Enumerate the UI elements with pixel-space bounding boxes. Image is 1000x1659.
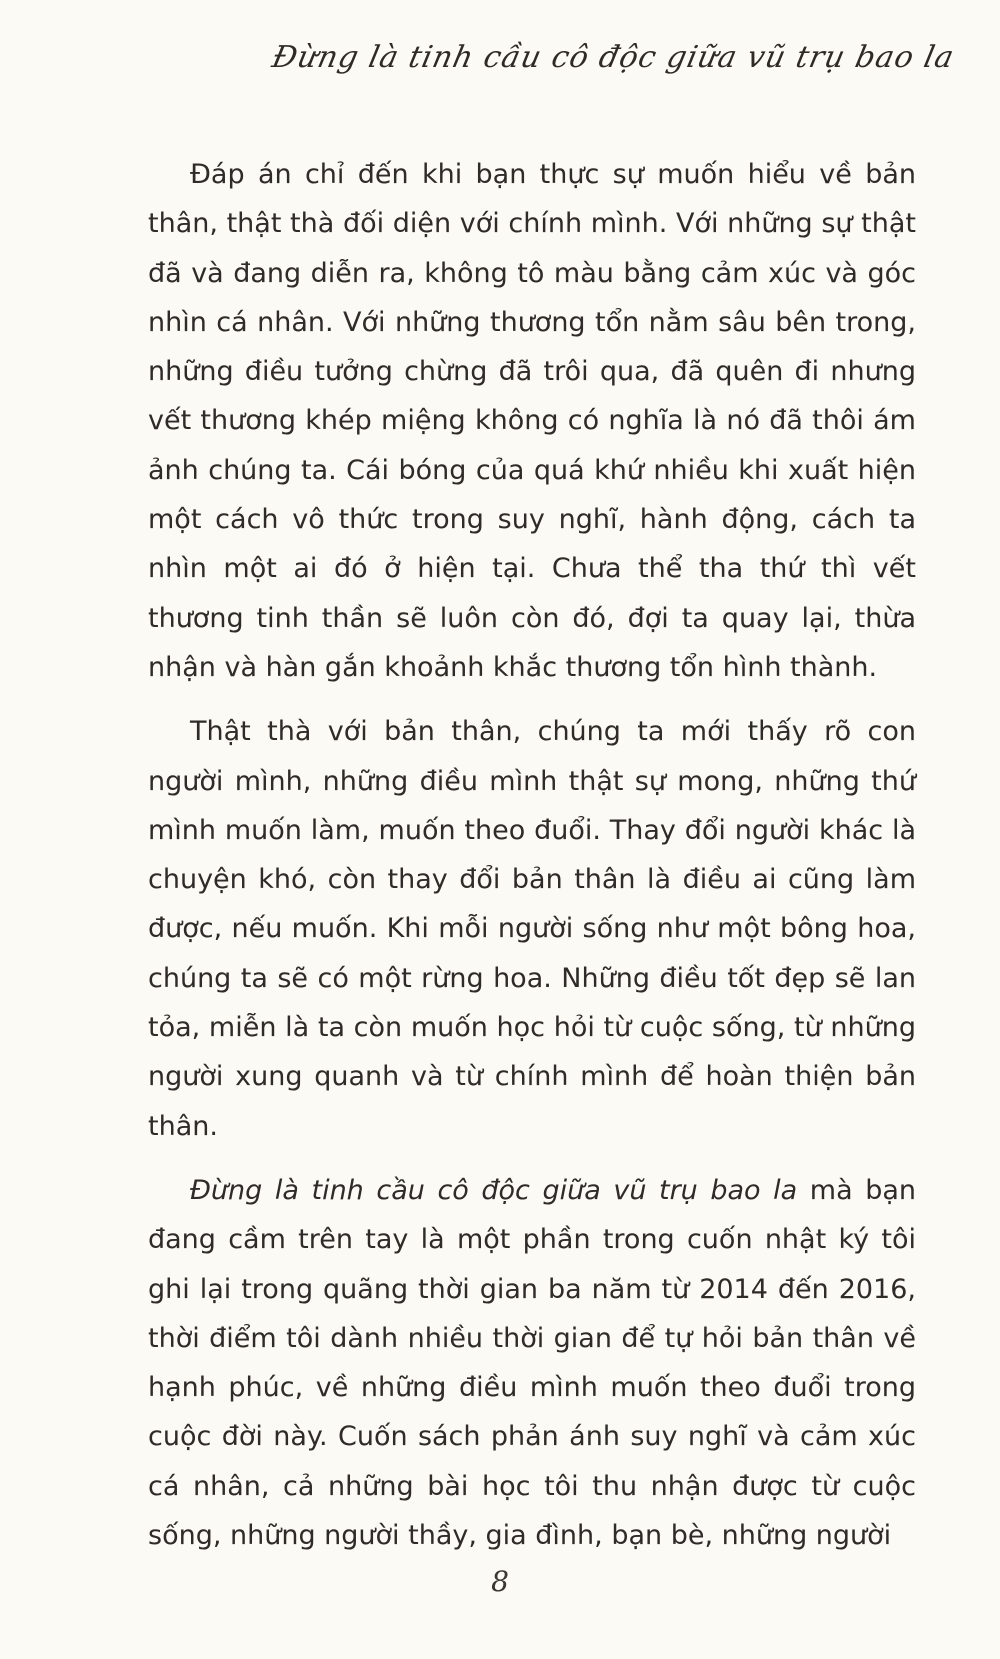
paragraph-1: Đáp án chỉ đến khi bạn thực sự muốn hiểu về bản thân, thật thà đối diện với chính mình. Với những sự thật đã và đang diễn ra, không tô màu bằng cảm xúc và góc nhìn cá nhân. Với những thương tổn nằm sâu bên trong, những điều tưởng chừng đã trôi qua, đã quên đi nhưng vết thương khép miệng không có nghĩa là nó đã thôi ám ảnh chúng ta. Cái bóng của quá khứ nhiều khi xuất hiện một cách vô thức trong suy nghĩ, hành động, cách ta nhìn một ai đó ở hiện tại. Chưa thể tha thứ thì vết thương tinh thần sẽ luôn còn đó, đợi ta quay lại, thừa nhận và hàn gắn khoảnh khắc thương tổn hình thành.	[148, 159, 916, 683]
running-header-title: Đừng là tinh cầu cô độc giữa vũ trụ bao la	[268, 40, 958, 75]
book-title-italic: Đừng là tinh cầu cô độc giữa vũ trụ bao la	[190, 1174, 798, 1206]
body-text	[148, 150, 916, 1560]
paragraph-3	[148, 1166, 916, 1560]
paragraph-2: Thật thà với bản thân, chúng ta mới thấy rõ con người mình, những điều mình thật sự mong, những thứ mình muốn làm, muốn theo đuổi. Thay đổi người khác là chuyện khó, còn thay đổi bản thân là điều ai cũng làm được, nếu muốn. Khi mỗi người sống như một bông hoa, chúng ta sẽ có một rừng hoa. Những điều tốt đẹp sẽ lan tỏa, miễn là ta còn muốn học hỏi từ cuộc sống, từ những người xung quanh và từ chính mình để hoàn thiện bản thân.	[148, 716, 916, 1142]
paragraph-3-text: mà bạn đang cầm trên tay là một phần trong cuốn nhật ký tôi ghi lại trong quãng thời gian ba năm từ 2014 đến 2016, thời điểm tôi dành nhiều thời gian để tự hỏi bản thân về hạnh phúc, về những điều mình muốn theo đuổi trong cuộc đời này. Cuốn sách phản ánh suy nghĩ và cảm xúc cá nhân, cả những bài học tôi thu nhận được từ cuộc sống, những người thầy, gia đình, bạn bè, những người	[148, 1174, 916, 1552]
page-number: 8	[491, 1565, 509, 1598]
